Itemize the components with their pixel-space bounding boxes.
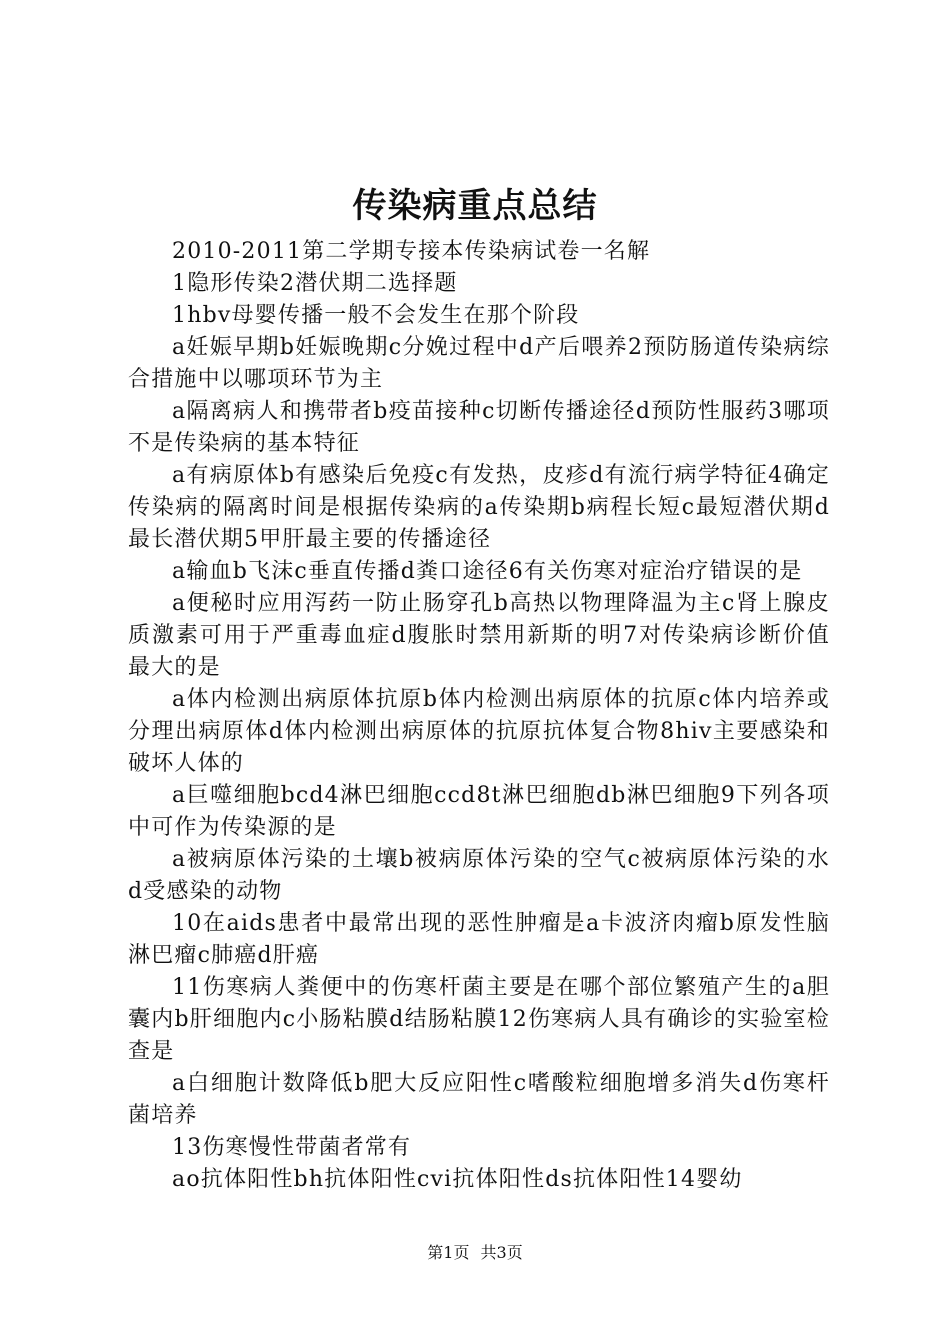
page-number: 第1页 [427,1243,470,1262]
paragraph: 1hbv母婴传播一般不会发生在那个阶段 [172,303,580,328]
page-footer [0,1242,950,1264]
paragraph: 10在aids患者中最常出现的恶性肿瘤是a卡波济肉瘤b原发性脑淋巴瘤c肺癌d肝癌 [128,911,830,968]
paragraph: a隔离病人和携带者b疫苗接种c切断传播途径d预防性服药3哪项不是传染病的基本特征 [128,399,830,456]
paragraph: 13伤寒慢性带菌者常有 [172,1135,412,1160]
paragraph: a白细胞计数降低b肥大反应阳性c嗜酸粒细胞增多消失d伤寒杆菌培养 [128,1071,830,1128]
paragraph: a输血b飞沫c垂直传播d粪口途径6有关伤寒对症治疗错误的是 [172,559,803,584]
paragraph: a便秘时应用泻药一防止肠穿孔b高热以物理降温为主c肾上腺皮质激素可用于严重毒血症d腹胀时禁用新斯的明7对传染病诊断价值最大的是 [128,591,830,680]
paragraph: a有病原体b有感染后免疫c有发热，皮疹d有流行病学特征4确定传染病的隔离时间是根据传染病的a传染期b病程长短c最短潜伏期d最长潜伏期5甲肝最主要的传播途径 [128,463,830,552]
paragraph: a被病原体污染的土壤b被病原体污染的空气c被病原体污染的水d受感染的动物 [128,847,830,904]
paragraph: 1隐形传染2潜伏期二选择题 [172,271,458,296]
document-title: 传染病重点总结 [352,186,598,226]
paragraph: a体内检测出病原体抗原b体内检测出病原体的抗原c体内培养或分理出病原体d体内检测出病原体的抗原抗体复合物8hiv主要感染和破坏人体的 [128,687,830,776]
paragraph: ao抗体阳性bh抗体阳性cvi抗体阳性ds抗体阳性14婴幼 [172,1167,743,1192]
paragraph: 2010-2011第二学期专接本传染病试卷一名解 [172,239,651,264]
document-body [128,236,830,1196]
paragraph: a巨噬细胞bcd4淋巴细胞ccd8t淋巴细胞db淋巴细胞9下列各项中可作为传染源的是 [128,783,830,840]
paragraph: a妊娠早期b妊娠晚期c分娩过程中d产后喂养2预防肠道传染病综合措施中以哪项环节为主 [128,335,830,392]
paragraph: 11伤寒病人粪便中的伤寒杆菌主要是在哪个部位繁殖产生的a胆囊内b肝细胞内c小肠粘膜d结肠粘膜12伤寒病人具有确诊的实验室检查是 [128,975,830,1064]
page-total: 共3页 [480,1243,523,1262]
